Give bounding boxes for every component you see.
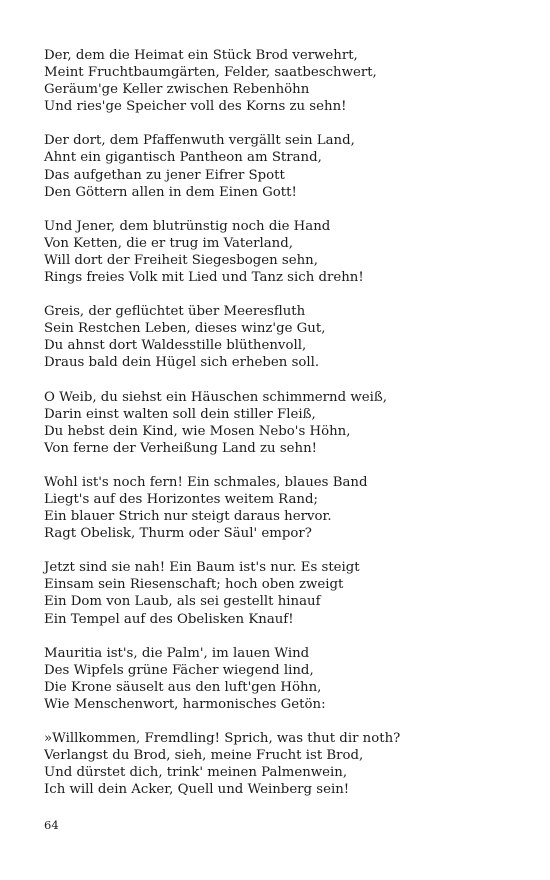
- poem-line: Jetzt sind sie nah! Ein Baum ist's nur. Es steigt: [44, 560, 360, 576]
- poem-line: Will dort der Freiheit Siegesbogen sehn,: [44, 252, 318, 268]
- poem-line: Die Krone säuselt aus den luft'gen Höhn,: [44, 679, 322, 695]
- poem-line: Meint Fruchtbaumgärten, Felder, saatbeschwert,: [44, 65, 377, 81]
- poem-line: Ein blauer Strich nur steigt daraus hervor.: [44, 509, 332, 525]
- poem-line: Darin einst walten soll dein stiller Fleiß,: [44, 406, 316, 422]
- page-number: 64: [44, 818, 59, 832]
- poem-text: [44, 47, 524, 815]
- stanza-9: [44, 730, 524, 798]
- poem-line: Das aufgethan zu jener Eifrer Spott: [44, 167, 285, 183]
- poem-line: »Willkommen, Fremdling! Sprich, was thut dir noth?: [44, 731, 401, 746]
- poem-line: Und Jener, dem blutrünstig noch die Hand: [44, 218, 331, 234]
- poem-line: Draus bald dein Hügel sich erheben soll.: [44, 355, 320, 371]
- stanza-4: [44, 303, 524, 371]
- poem-line: Ich will dein Acker, Quell und Weinberg sein!: [44, 782, 350, 798]
- poem-line: Ahnt ein gigantisch Pantheon am Strand,: [44, 150, 322, 166]
- poem-line: Des Wipfels grüne Fächer wiegend lind,: [44, 662, 314, 678]
- poem-line: Ragt Obelisk, Thurm oder Säul' empor?: [44, 526, 312, 542]
- poem-line: Und dürstet dich, trink' meinen Palmenwein,: [44, 765, 348, 781]
- stanza-6: [44, 474, 524, 542]
- poem-line: Der dort, dem Pfaffenwuth vergällt sein Land,: [44, 133, 355, 149]
- stanza-3: [44, 218, 524, 286]
- poem-line: Sein Restchen Leben, dieses winz'ge Gut,: [44, 321, 326, 337]
- stanza-5: [44, 389, 524, 457]
- poem-line: Geräum'ge Keller zwischen Rebenhöhn: [44, 82, 310, 98]
- poem-line: Du hebst dein Kind, wie Mosen Nebo's Höhn,: [44, 423, 351, 439]
- poem-line: Der, dem die Heimat ein Stück Brod verwehrt,: [44, 48, 358, 63]
- poem-line: Mauritia ist's, die Palm', im lauen Wind: [44, 645, 310, 661]
- poem-line: Verlangst du Brod, sieh, meine Frucht ist Brod,: [44, 748, 364, 764]
- poem-line: Wie Menschenwort, harmonisches Getön:: [44, 696, 326, 712]
- poem-line: Greis, der geflüchtet über Meeresfluth: [44, 304, 306, 320]
- poem-line: Wohl ist's noch fern! Ein schmales, blaues Band: [44, 474, 368, 490]
- poem-line: Von Ketten, die er trug im Vaterland,: [44, 235, 293, 251]
- stanza-2: [44, 132, 524, 200]
- poem-line: Den Göttern allen in dem Einen Gott!: [44, 184, 297, 200]
- poem-line: Du ahnst dort Waldesstille blüthenvoll,: [44, 338, 307, 354]
- poem-line: Von ferne der Verheißung Land zu sehn!: [44, 440, 318, 456]
- stanza-7: [44, 559, 524, 627]
- stanza-1: [44, 47, 524, 115]
- poem-line: Ein Tempel auf des Obelisken Knauf!: [44, 611, 294, 627]
- poem-line: Einsam sein Riesenschaft; hoch oben zweigt: [44, 577, 344, 593]
- poem-line: O Weib, du siehst ein Häuschen schimmernd weiß,: [44, 389, 387, 405]
- poem-line: Liegt's auf des Horizontes weitem Rand;: [44, 491, 318, 507]
- poem-line: Und ries'ge Speicher voll des Korns zu sehn!: [44, 99, 347, 115]
- stanza-8: [44, 645, 524, 713]
- poem-line: Rings freies Volk mit Lied und Tanz sich drehn!: [44, 270, 364, 286]
- poem-line: Ein Dom von Laub, als sei gestellt hinauf: [44, 594, 321, 610]
